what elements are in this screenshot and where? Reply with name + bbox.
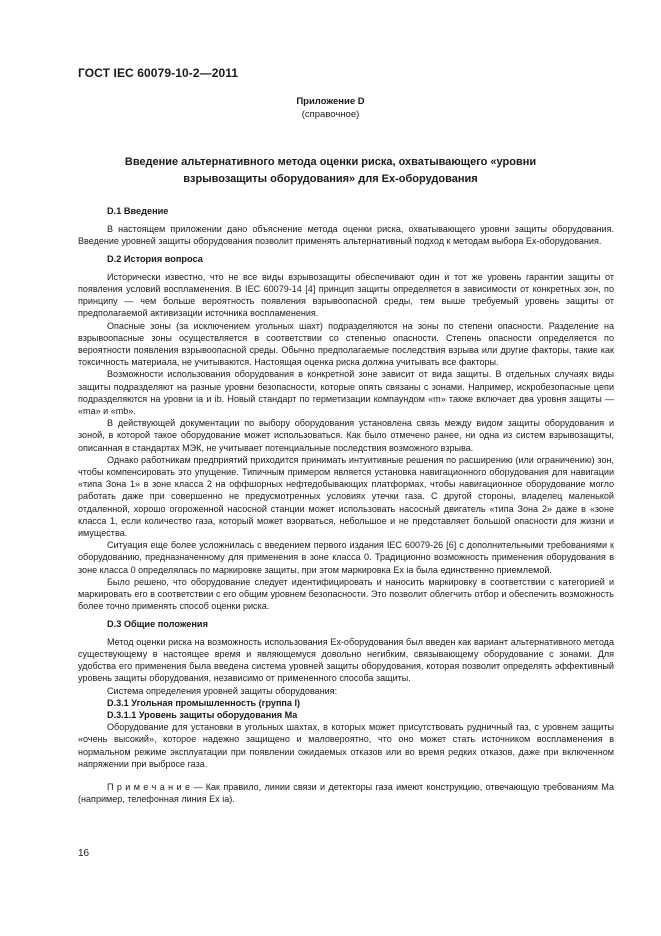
paragraph: Метод оценки риска на возможность использования Ex-оборудования был введен как вариант альтернативного метода существующему в настоящее время и являющемуся довольно негибким, связывающему оборудование с зонами. Для удобства его применения была введена система уровней защиты оборудования, которая позволит определять эффективный уровень защиты оборудования, независимо от примененного способа защиты.: [78, 636, 614, 684]
paragraph: Система определения уровней защиты оборудования:: [107, 685, 338, 696]
standard-id: ГОСТ IEC 60079-10-2—2011: [78, 66, 239, 80]
section-d2-heading: D.2 История вопроса: [107, 253, 203, 264]
subsection-d31-heading: D.3.1 Угольная промышленность (группа I): [107, 697, 301, 708]
page-number: 16: [78, 848, 90, 859]
paragraph: Возможности использования оборудования в конкретной зоне зависит от вида защиты. В отдельных случаях виды защиты подразделяют на разные уровни безопасности, которые опять связаны с зонами. Например, искробезопасные цепи подразделяются на уровни ia и ib. Новый стандарт по герметизации компаундом «m» также включает два уровня защиты — «ma» и «mb».: [78, 369, 614, 417]
paragraph: Было решено, что оборудование следует идентифицировать и наносить маркировку в соответствии с категорией и маркировать его в соответствии с его общим уровнем безопасности. Это позволит облегчить отбор и обеспечить возможность более точно применять способ оценки риска.: [78, 576, 614, 612]
subsection-d311-heading: D.3.1.1 Уровень защиты оборудования Ma: [107, 709, 298, 720]
section-d3-heading: D.3 Общие положения: [107, 618, 208, 629]
note: П р и м е ч а н и е — Как правило, линии связи и детекторы газа имеют конструкцию, отвечающую требованиям Ма (например, телефонная линия Ex ia).: [78, 781, 614, 805]
paragraph: Ситуация еще более усложнилась с введением первого издания IEC 60079-26 [6] с дополнительными требованиями к оборудованию, предназначенному для применения в зоне класса 0. Традиционно возможность применения оборудования в зоне класса 0 определялась по маркировке защиты, при этом маркировка Ex ia была единственно приемлемой.: [78, 540, 614, 575]
paragraph: Опасные зоны (за исключением угольных шахт) подразделяются на зоны по степени опасности. Разделение на взрывоопасные зоны осуществляется в соответствии со степенью опасности. Степень опасности определяется по вероятности появления взрывоопасной среды. Обычно предполагаемые последствия взрыва или другие факторы, такие как токсичность материала, не учитываются. Настоящая оценка риска должна учитывать все факторы.: [78, 320, 614, 368]
paragraph: Оборудование для установки в угольных шахтах, в которых может присутствовать рудничный газ, с уровнем защиты «очень высокий», которое надежно защищено и маловероятно, что оно может стать источником воспламенения в нормальном режиме эксплуатации при появлении ожидаемых отказов или во время редких отказов, даже при включенном напряжении при выбросе газа.: [78, 722, 614, 769]
document-body: [78, 200, 614, 805]
paragraph: Исторически известно, что не все виды взрывозащиты обеспечивают один и тот же уровень гарантии защиты от появления условий воспламенения. В IEC 60079-14 [4] принцип защиты определяется в зависимости от конкретных зон, по принципу — чем больше вероятность появления взрывоопасной среды, тем выше требуемый уровень защиты от предполагаемой активизации источника воспламенения.: [78, 271, 614, 319]
paragraph: В настоящем приложении дано объяснение метода оценки риска, охватывающего уровни защиты оборудования. Введение уровней защиты оборудования позволит применять альтернативный подход к методам выбора Ex-оборудования.: [78, 224, 614, 247]
annex-title: Приложение D: [296, 96, 365, 107]
annex-heading: Введение альтернативного метода оценки риска, охватывающего «уровни взрывозащиты оборудования» для Ex-оборудования: [124, 156, 537, 185]
section-d1-heading: D.1 Введение: [107, 206, 169, 216]
paragraph: Однако работникам предприятий приходится принимать интуитивные решения по расширению (или ограничению) зон, чтобы компенсировать это упущение. Типичным примером является установка навигационного оборудования для навигации «типа Зона 1» в зоне класса 2 на оффшорных нефтедобывающих платформах, чтобы навигационное оборудование могло работать даже при совершенно не предусмотренных условиях утечки газа. С другой стороны, владелец маленькой отдаленной, хорошо огороженной насосной станции может использовать насосный двигатель «типа Зона 2» даже в «зоне класса 1, если количество газа, который может взорваться, небольшое и не представляет большой опасности для жизни и имущества.: [78, 454, 614, 539]
annex-type: (справочное): [301, 109, 360, 120]
paragraph: В действующей документации по выбору оборудования установлена связь между видом защиты оборудования и зоной, в которой такое оборудование может использоваться. Как было отмечено ранее, ни одна из систем взрывозащиты, описанная в стандартах МЭК, не учитывает потенциальные последствия возможного взрыва.: [78, 418, 614, 453]
